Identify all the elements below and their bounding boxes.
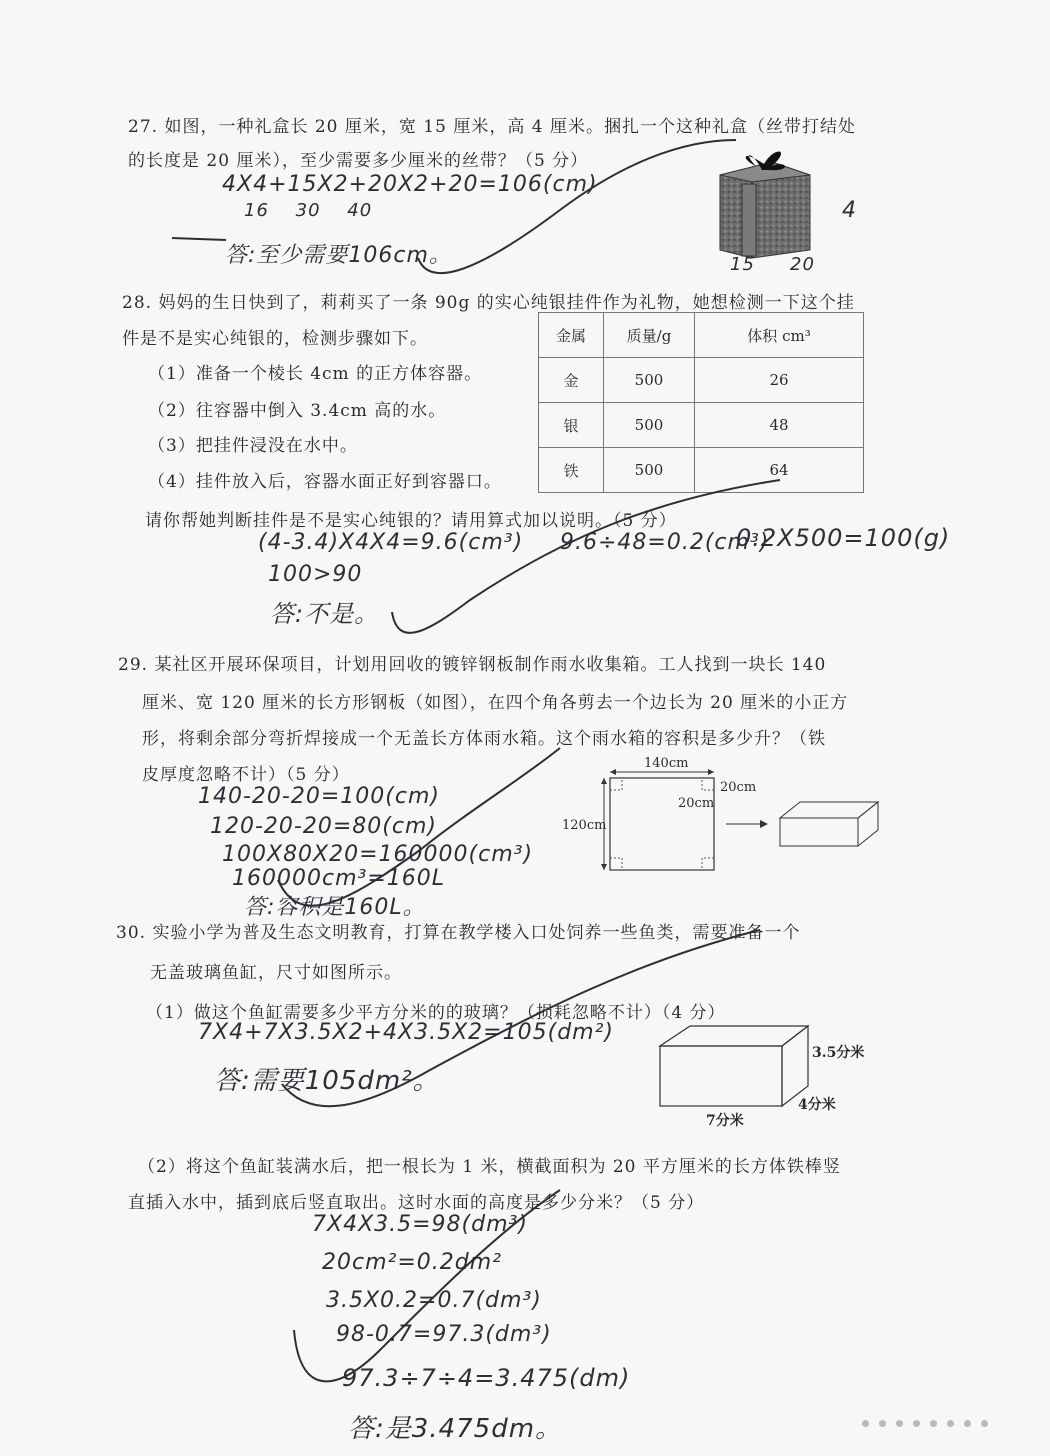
q30-sub2-line1: （2）将这个鱼缸装满水后，把一根长为 1 米，横截面积为 20 平方厘米的长方体铁棒竖 xyxy=(138,1157,841,1177)
q27-line2: 的长度是 20 厘米），至少需要多少厘米的丝带？（5 分） xyxy=(128,151,589,171)
q29-handwriting-3: 100X80X20=160000(cm³) xyxy=(222,842,534,867)
q27-dash xyxy=(170,232,230,244)
q27-label-height: 4 xyxy=(842,198,857,223)
plate-label-width: 120cm xyxy=(562,818,607,833)
tank-label-height: 3.5分米 xyxy=(812,1045,865,1061)
q28-line2: 件是不是实心纯银的，检测步骤如下。 xyxy=(122,329,428,349)
q30-handwriting-2a: 7X4X3.5=98(dm³) xyxy=(312,1212,528,1237)
q30-sub1: （1）做这个鱼缸需要多少平方分米的的玻璃？（损耗忽略不计）（4 分） xyxy=(146,1003,726,1023)
page-dot[interactable] xyxy=(862,1420,869,1427)
page-dot[interactable] xyxy=(947,1420,954,1427)
table-cell: 26 xyxy=(695,358,864,403)
table-cell: 500 xyxy=(604,358,695,403)
q29-line4: 皮厚度忽略不计）（5 分） xyxy=(142,765,350,785)
gift-box-image xyxy=(712,140,822,260)
q28-handwriting-2: 9.6÷48=0.2(cm³) xyxy=(560,530,770,555)
q29-handwriting-4: 160000cm³=160L xyxy=(232,866,446,891)
page-dot[interactable] xyxy=(964,1420,971,1427)
q28-step-4: （4）挂件放入后，容器水面正好到容器口。 xyxy=(148,472,502,492)
q27-line1: 27. 如图，一种礼盒长 20 厘米，宽 15 厘米，高 4 厘米。捆扎一个这种礼盒（丝带打结处 xyxy=(128,117,856,137)
q29-handwriting-1: 140-20-20=100(cm) xyxy=(198,784,440,809)
plate-label-corner: 20cm xyxy=(678,796,715,811)
q30-line1: 30. 实验小学为普及生态文明教育，打算在教学楼入口处饲养一些鱼类，需要准备一个 xyxy=(116,923,801,943)
q28-handwriting-3: 0.2X500=100(g) xyxy=(736,524,951,552)
q28-handwriting-answer: 答:不是。 xyxy=(270,600,380,628)
q27-label-width: 15 xyxy=(730,254,755,275)
page-indicator-dots[interactable] xyxy=(862,1412,998,1431)
table-cell: 48 xyxy=(695,403,864,448)
page-dot[interactable] xyxy=(879,1420,886,1427)
page-dot[interactable] xyxy=(981,1420,988,1427)
tank-label-length: 7分米 xyxy=(706,1113,744,1129)
check-mark-q28 xyxy=(392,480,780,633)
table-cell: 银 xyxy=(539,403,604,448)
q28-question: 请你帮她判断挂件是不是实心纯银的？请用算式加以说明。（5 分） xyxy=(145,511,677,531)
q29-line3: 形，将剩余部分弯折焊接成一个无盖长方体雨水箱。这个雨水箱的容积是多少升？（铁 xyxy=(142,729,826,749)
q28-step-1: （1）准备一个棱长 4cm 的正方体容器。 xyxy=(148,364,483,384)
q30-sub2-line2: 直插入水中，插到底后竖直取出。这时水面的高度是多少分米？（5 分） xyxy=(128,1193,705,1213)
page-dot[interactable] xyxy=(896,1420,903,1427)
q28-line1: 28. 妈妈的生日快到了，莉莉买了一条 90g 的实心纯银挂件作为礼物，她想检测一下这个挂 xyxy=(122,293,855,313)
q30-line2: 无盖玻璃鱼缸，尺寸如图所示。 xyxy=(150,963,402,983)
q28-step-3: （3）把挂件浸没在水中。 xyxy=(148,436,358,456)
table-header: 体积 cm³ xyxy=(695,313,864,358)
metal-table xyxy=(538,312,864,493)
q29-handwriting-answer: 答:容积是160L。 xyxy=(244,895,426,920)
page-dot[interactable] xyxy=(913,1420,920,1427)
q30-handwriting-answer2: 答:是3.475dm。 xyxy=(348,1414,563,1444)
q30-handwriting-2e: 97.3÷7÷4=3.475(dm) xyxy=(342,1364,631,1392)
q27-label-length: 20 xyxy=(790,254,815,275)
q29-handwriting-2: 120-20-20=80(cm) xyxy=(210,814,437,839)
table-cell: 铁 xyxy=(539,448,604,493)
steel-plate-diagram xyxy=(600,760,890,880)
table-cell: 500 xyxy=(604,448,695,493)
q30-handwriting-1: 7X4+7X3.5X2+4X3.5X2=105(dm²) xyxy=(198,1020,614,1045)
q29-line2: 厘米、宽 120 厘米的长方形钢板（如图），在四个角各剪去一个边长为 20 厘米的小正方 xyxy=(142,693,849,713)
tank-label-width: 4分米 xyxy=(798,1097,836,1113)
table-header: 金属 xyxy=(539,313,604,358)
q27-handwriting-sub: 16 30 40 xyxy=(244,200,373,221)
q30-handwriting-answer1: 答:需要105dm²。 xyxy=(214,1066,440,1096)
table-cell: 500 xyxy=(604,403,695,448)
q29-line1: 29. 某社区开展环保项目，计划用回收的镀锌钢板制作雨水收集箱。工人找到一块长 140 xyxy=(118,655,827,675)
q28-handwriting-4: 100>90 xyxy=(268,562,363,587)
q30-handwriting-2b: 20cm²=0.2dm² xyxy=(322,1250,502,1275)
fish-tank-diagram xyxy=(656,1022,816,1112)
q28-handwriting-1: (4-3.4)X4X4=9.6(cm³) xyxy=(258,530,524,555)
q27-handwriting-calc: 4X4+15X2+20X2+20=106(cm) xyxy=(222,172,598,197)
q30-handwriting-2c: 3.5X0.2=0.7(dm³) xyxy=(326,1288,542,1313)
q30-handwriting-2d: 98-0.7=97.3(dm³) xyxy=(336,1322,552,1347)
page-dot[interactable] xyxy=(930,1420,937,1427)
q28-step-2: （2）往容器中倒入 3.4cm 高的水。 xyxy=(148,401,447,421)
plate-label-length: 140cm xyxy=(644,756,689,771)
table-header: 质量/g xyxy=(604,313,695,358)
table-cell: 金 xyxy=(539,358,604,403)
q27-handwriting-answer: 答:至少需要106cm。 xyxy=(225,243,452,268)
plate-label-corner: 20cm xyxy=(720,780,757,795)
table-cell: 64 xyxy=(695,448,864,493)
